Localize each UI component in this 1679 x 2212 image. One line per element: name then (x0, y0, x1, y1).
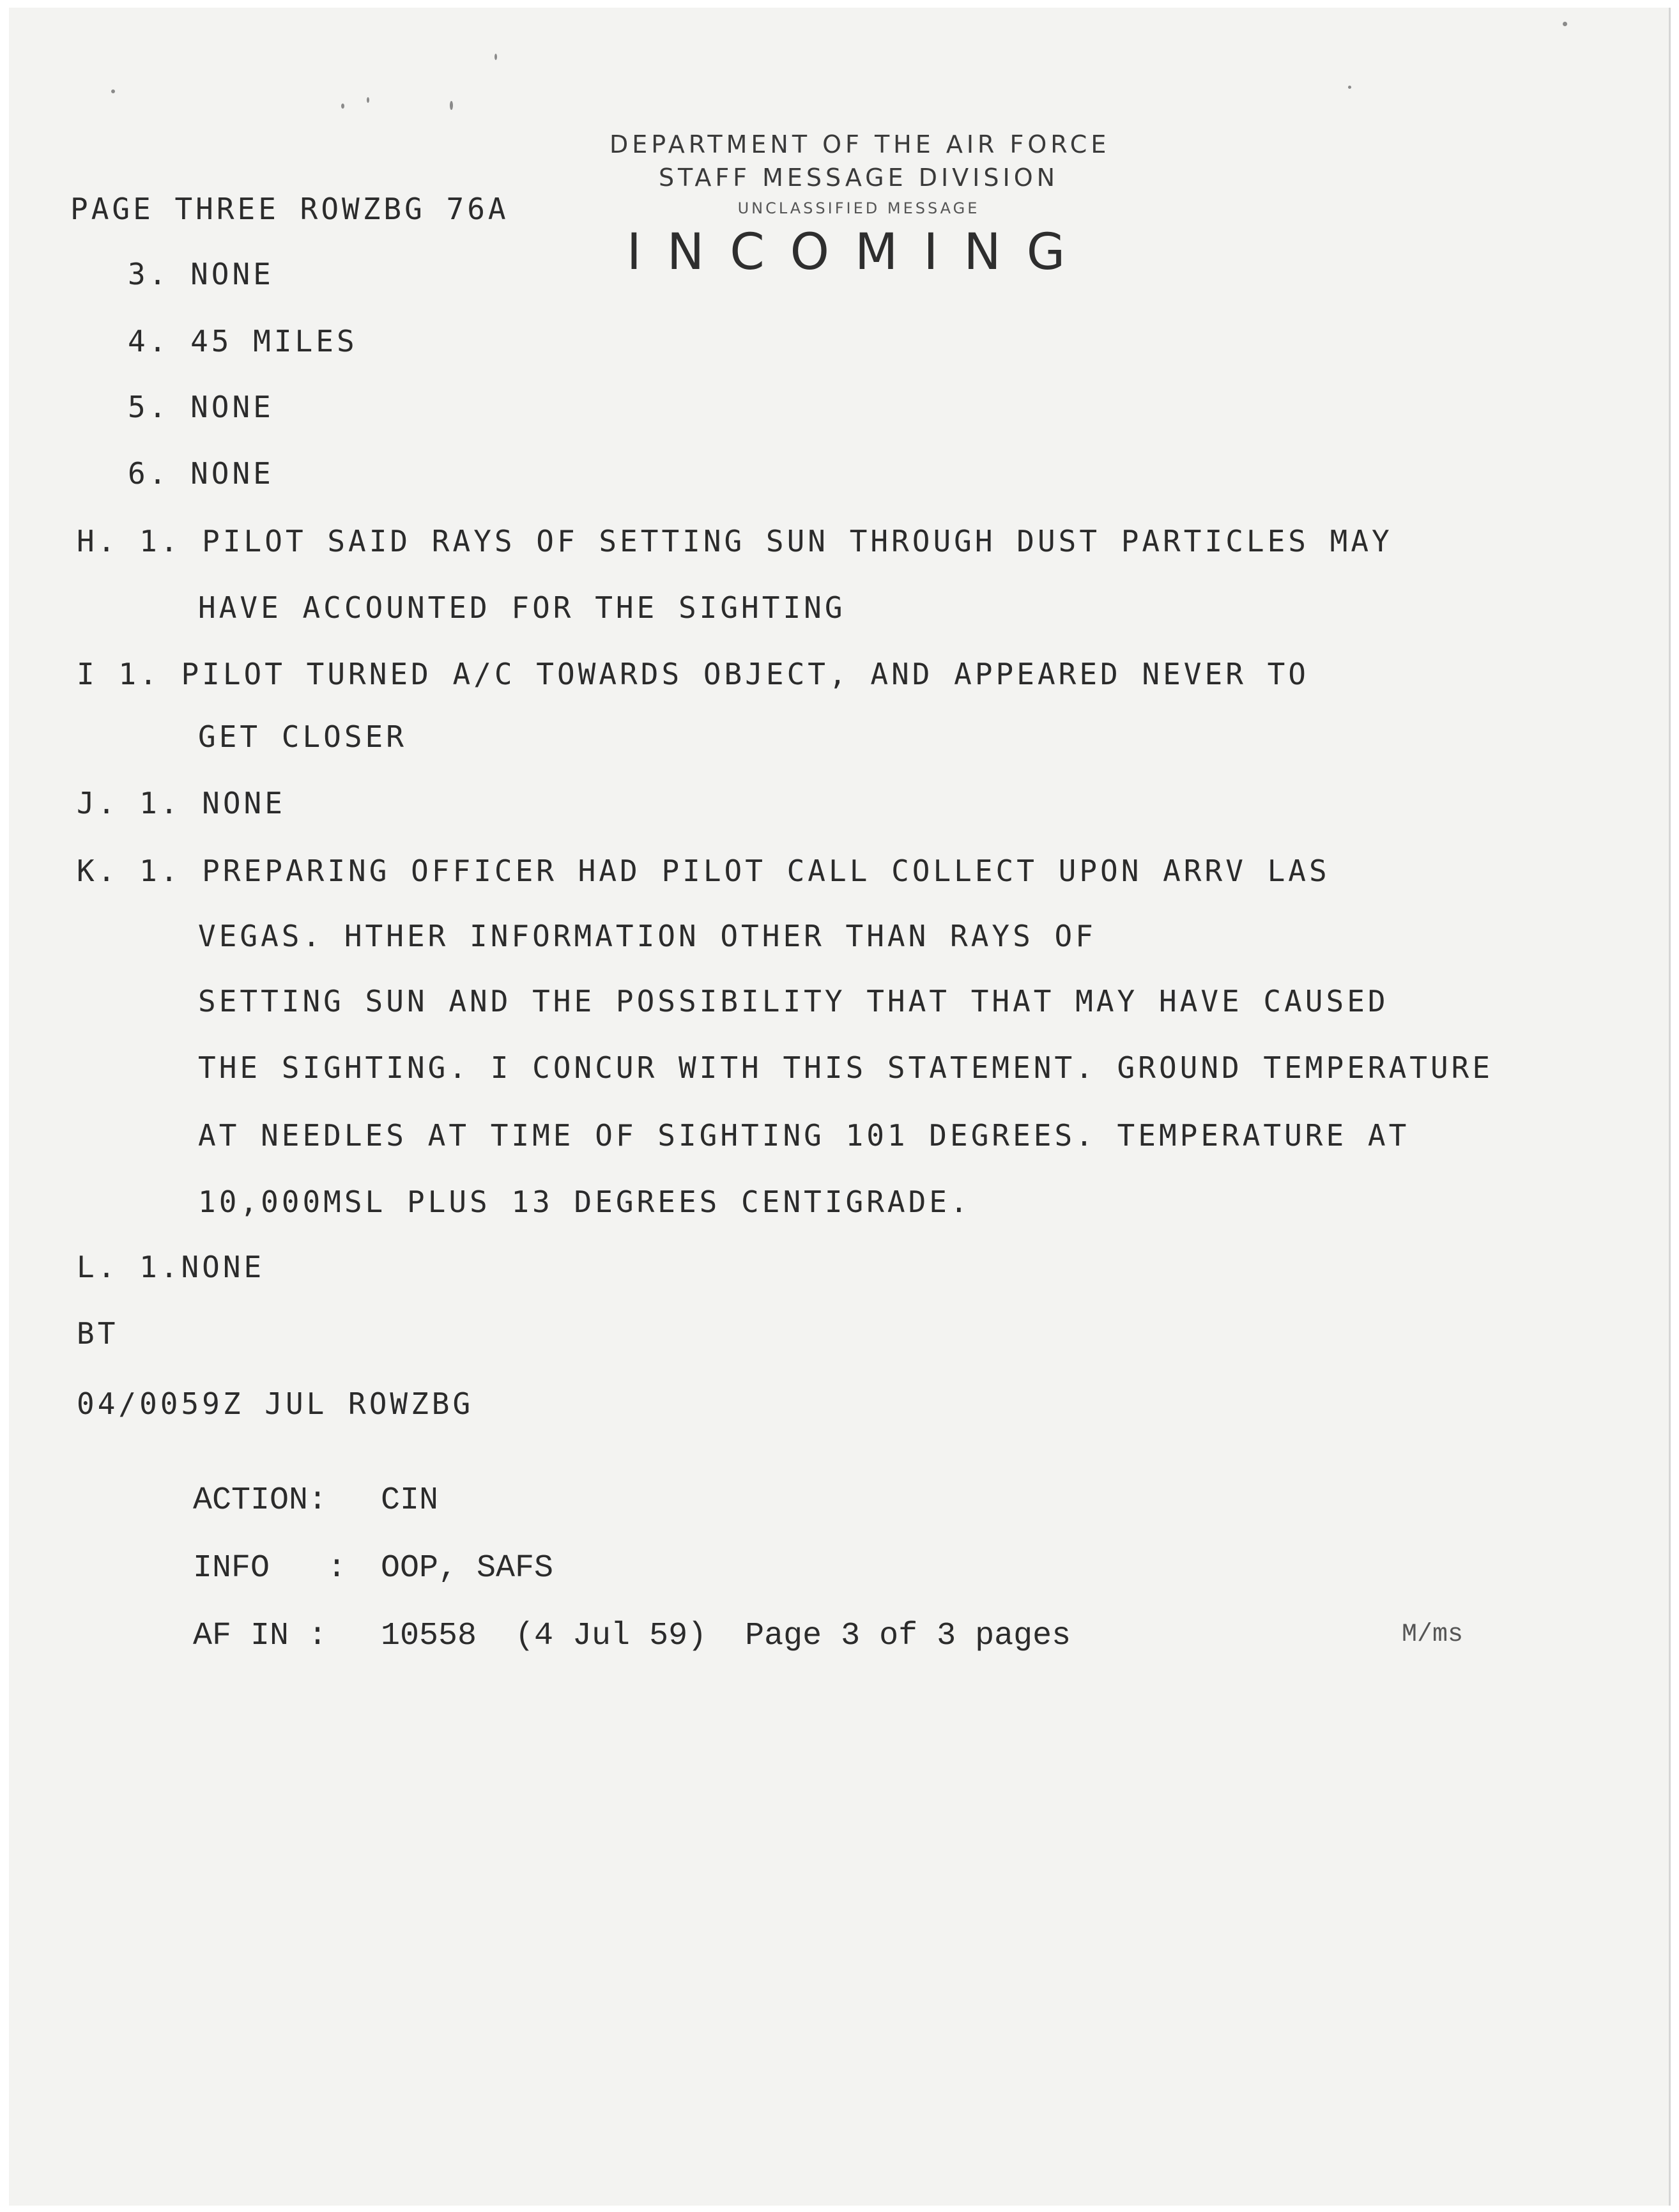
scan-speck (1348, 86, 1351, 89)
body-line: BT (77, 1316, 119, 1351)
body-line: VEGAS. HTHER INFORMATION OTHER THAN RAYS OF (198, 919, 1096, 953)
body-line: 3. NONE (128, 257, 274, 291)
document-page (9, 8, 1671, 2206)
body-line: SETTING SUN AND THE POSSIBILITY THAT THAT MAY HAVE CAUSED (198, 984, 1389, 1018)
info-value: OOP, SAFS (381, 1550, 554, 1586)
info-label: INFO : (193, 1550, 347, 1586)
body-line: J. 1. NONE (77, 786, 286, 820)
af-in-label: AF IN : (193, 1618, 328, 1654)
scan-speck (1563, 22, 1567, 26)
body-line: 10,000MSL PLUS 13 DEGREES CENTIGRADE. (198, 1185, 971, 1219)
action-value: CIN (381, 1482, 439, 1519)
page-label: PAGE THREE ROWZBG 76A (70, 192, 509, 226)
classification-heading: UNCLASSIFIED MESSAGE (737, 199, 980, 217)
body-line: GET CLOSER (198, 719, 407, 754)
scan-speck (111, 89, 115, 93)
af-in-value: 10558 (4 Jul 59) Page 3 of 3 pages (381, 1618, 1071, 1654)
body-line: 6. NONE (128, 456, 274, 491)
body-line: 4. 45 MILES (128, 324, 358, 358)
body-line: 04/0059Z JUL ROWZBG (77, 1386, 474, 1421)
scan-speck (450, 101, 453, 110)
incoming-stamp: INCOMING (626, 224, 1091, 281)
body-line: K. 1. PREPARING OFFICER HAD PILOT CALL COLLECT UPON ARRV LAS (77, 854, 1330, 888)
body-line: HAVE ACCOUNTED FOR THE SIGHTING (198, 590, 846, 625)
typist-initials: M/ms (1402, 1620, 1464, 1649)
body-line: L. 1.NONE (77, 1250, 265, 1284)
scan-speck (341, 104, 344, 109)
action-label: ACTION: (193, 1482, 328, 1519)
body-line: AT NEEDLES AT TIME OF SIGHTING 101 DEGREES. TEMPERATURE AT (198, 1118, 1410, 1153)
body-line: 5. NONE (128, 390, 274, 424)
body-line: THE SIGHTING. I CONCUR WITH THIS STATEMENT. GROUND TEMPERATURE (198, 1050, 1494, 1085)
scan-speck (494, 54, 497, 60)
scan-speck (367, 97, 369, 103)
body-line: H. 1. PILOT SAID RAYS OF SETTING SUN THROUGH DUST PARTICLES MAY (77, 524, 1393, 558)
department-heading: DEPARTMENT OF THE AIR FORCE (610, 130, 1110, 158)
division-heading: STAFF MESSAGE DIVISION (658, 164, 1059, 192)
body-line: I 1. PILOT TURNED A/C TOWARDS OBJECT, AND APPEARED NEVER TO (77, 657, 1309, 691)
